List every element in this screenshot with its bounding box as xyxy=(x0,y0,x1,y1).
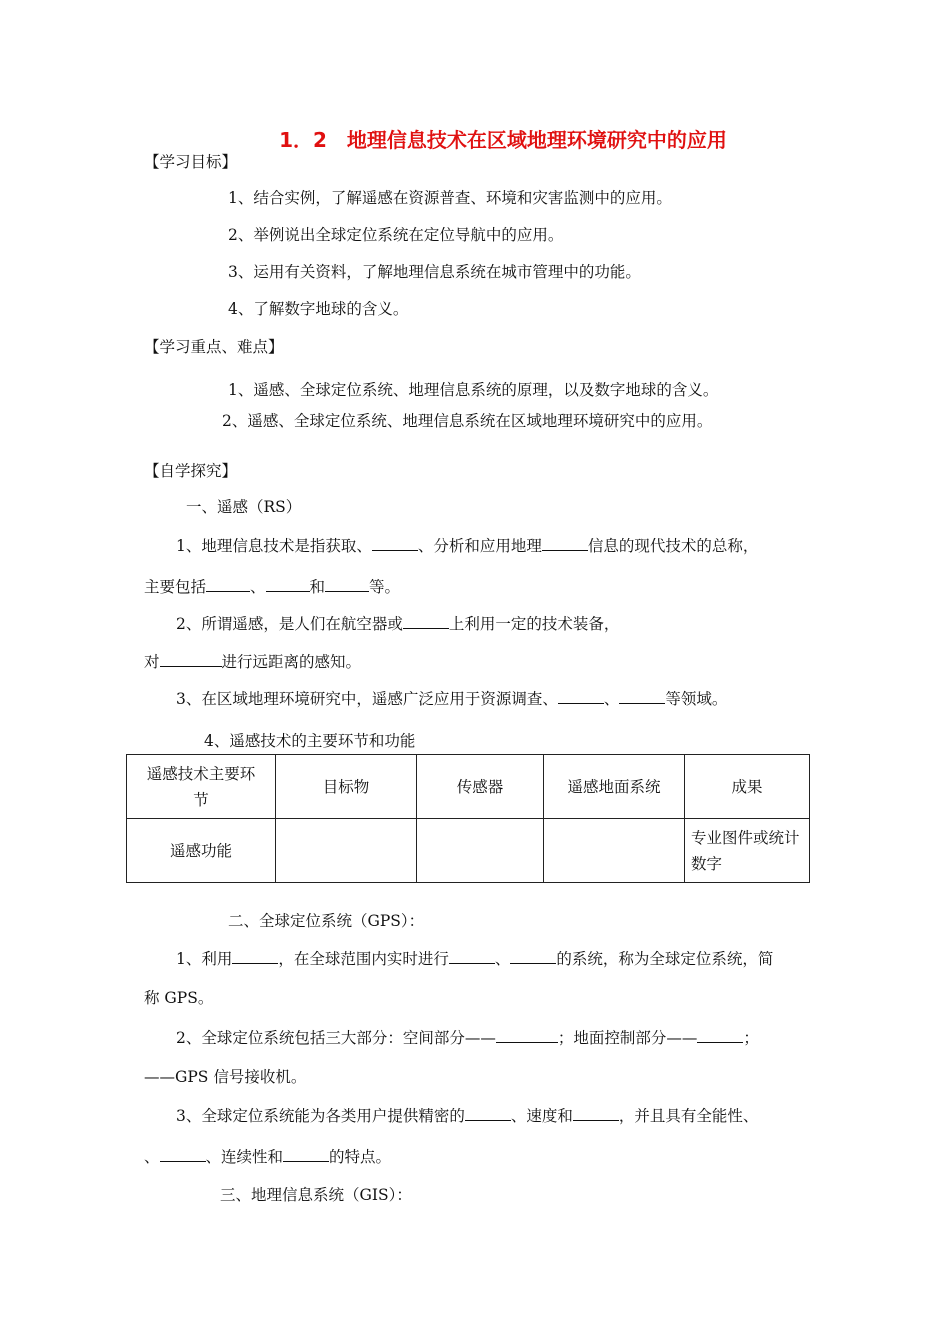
question-rs-4: 4、遥感技术的主要环节和功能 xyxy=(204,732,416,750)
goal-item: 4、了解数字地球的含义。 xyxy=(228,300,409,318)
question-gps-1-cont: 称 GPS。 xyxy=(144,989,214,1007)
question-rs-1-cont: 主要包括 、 和 等。 xyxy=(144,575,400,597)
fill-blank[interactable] xyxy=(558,687,604,704)
section-heading-keypoints: 【学习重点、难点】 xyxy=(144,338,284,356)
question-rs-2: 2、所谓遥感，是人们在航空器或 上利用一定的技术装备， xyxy=(176,612,619,634)
table-cell[interactable] xyxy=(544,819,685,883)
fill-blank[interactable] xyxy=(160,650,222,667)
fill-blank[interactable] xyxy=(372,534,418,551)
question-gps-3-cont: 、 、连续性和 的特点。 xyxy=(144,1145,391,1167)
keypoint-item: 2、遥感、全球定位系统、地理信息系统在区域地理环境研究中的应用。 xyxy=(222,412,713,430)
fill-blank[interactable] xyxy=(325,575,369,592)
question-rs-3: 3、在区域地理环境研究中，遥感广泛应用于资源调查、 、 等领域。 xyxy=(176,687,727,709)
fill-blank[interactable] xyxy=(496,1026,558,1043)
table-header-cell: 遥感技术主要环节 xyxy=(127,755,276,819)
goal-item: 1、结合实例，了解遥感在资源普查、环境和灾害监测中的应用。 xyxy=(228,189,672,207)
table-header-cell: 传感器 xyxy=(417,755,544,819)
question-rs-1: 1、地理信息技术是指获取、 、分析和应用地理 信息的现代技术的总称， xyxy=(176,534,758,556)
question-gps-2: 2、全球定位系统包括三大部分：空间部分—— ；地面控制部分—— ； xyxy=(176,1026,759,1048)
fill-blank[interactable] xyxy=(619,687,665,704)
rs-table xyxy=(126,754,810,883)
question-gps-3: 3、全球定位系统能为各类用户提供精密的 、速度和 ，并且具有全能性、 xyxy=(176,1104,758,1126)
fill-blank[interactable] xyxy=(206,575,250,592)
subsection-title-rs: 一、遥感（RS） xyxy=(186,498,302,516)
keypoint-item: 1、遥感、全球定位系统、地理信息系统的原理，以及数字地球的含义。 xyxy=(228,381,719,399)
question-gps-2-cont: ——GPS 信号接收机。 xyxy=(144,1068,307,1086)
goal-item: 3、运用有关资料，了解地理信息系统在城市管理中的功能。 xyxy=(228,263,641,281)
table-header-cell: 目标物 xyxy=(276,755,417,819)
table-row xyxy=(127,819,810,883)
fill-blank[interactable] xyxy=(697,1026,743,1043)
document-title: 1．2 地理信息技术在区域地理环境研究中的应用 xyxy=(279,128,727,152)
table-header-cell: 成果 xyxy=(685,755,810,819)
section-heading-selfstudy: 【自学探究】 xyxy=(144,462,238,480)
fill-blank[interactable] xyxy=(573,1104,619,1121)
fill-blank[interactable] xyxy=(232,947,278,964)
question-gps-1: 1、利用 ，在全球范围内实时进行 、 的系统，称为全球定位系统，简 xyxy=(176,947,773,969)
table-header-cell: 遥感地面系统 xyxy=(544,755,685,819)
fill-blank[interactable] xyxy=(266,575,310,592)
fill-blank[interactable] xyxy=(403,612,449,629)
fill-blank[interactable] xyxy=(283,1145,329,1162)
fill-blank[interactable] xyxy=(160,1145,206,1162)
fill-blank[interactable] xyxy=(465,1104,511,1121)
table-cell[interactable] xyxy=(276,819,417,883)
section-heading-goals: 【学习目标】 xyxy=(144,153,238,171)
table-cell: 专业图件或统计数字 xyxy=(685,819,810,883)
fill-blank[interactable] xyxy=(449,947,495,964)
table-row xyxy=(127,755,810,819)
question-rs-2-cont: 对 进行远距离的感知。 xyxy=(144,650,361,672)
fill-blank[interactable] xyxy=(510,947,556,964)
fill-blank[interactable] xyxy=(542,534,588,551)
subsection-title-gis: 三、地理信息系统（GIS）： xyxy=(220,1186,412,1204)
table-cell[interactable] xyxy=(417,819,544,883)
table-cell: 遥感功能 xyxy=(127,819,276,883)
subsection-title-gps: 二、全球定位系统（GPS）： xyxy=(228,912,425,930)
goal-item: 2、举例说出全球定位系统在定位导航中的应用。 xyxy=(228,226,564,244)
